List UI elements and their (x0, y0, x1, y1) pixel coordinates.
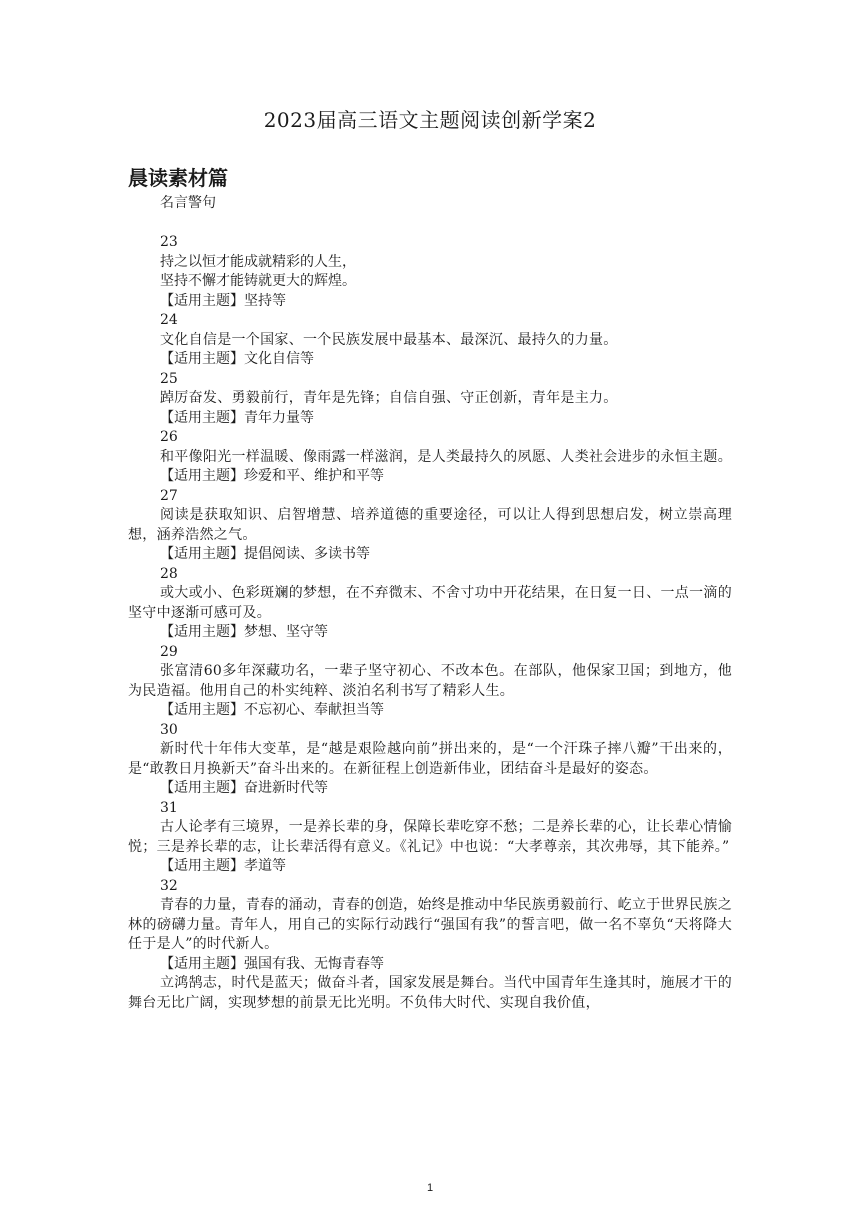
quote-item-30 (128, 721, 732, 799)
quote-item-27 (128, 487, 732, 565)
quote-topic: 【适用主题】坚持等 (160, 292, 286, 309)
quote-topic: 【适用主题】奋进新时代等 (160, 780, 328, 796)
quote-item-26 (128, 428, 732, 487)
quote-text: 或大或小、色彩斑斓的梦想，在不弃微末、不舍寸功中开花结果，在日复一日、一点一滴的坚守中逐渐可感可及。 (128, 585, 732, 621)
quote-item-24 (128, 311, 732, 370)
quote-topic: 【适用主题】文化自信等 (160, 351, 314, 367)
quote-topic: 【适用主题】提倡阅读、多读书等 (160, 546, 370, 562)
quote-number: 26 (160, 429, 178, 445)
quote-item-33 (128, 974, 732, 1013)
quote-text: 张富清60多年深藏功名，一辈子坚守初心、不改本色。在部队，他保家卫国；到地方，他为民造福。他用自己的朴实纯粹、淡泊名利书写了精彩人生。 (128, 663, 732, 699)
quote-topic: 【适用主题】青年力量等 (160, 409, 314, 426)
quote-number: 28 (160, 565, 178, 582)
quote-text: 和平像阳光一样温暖、像雨露一样滋润，是人类最持久的夙愿、人类社会进步的永恒主题。 (160, 448, 732, 465)
quote-item-31 (128, 799, 732, 877)
quote-item-28 (128, 565, 732, 643)
quote-line: 持之以恒才能成就精彩的人生， (160, 253, 356, 270)
quote-number: 31 (160, 799, 178, 816)
page-number: 1 (426, 1182, 434, 1194)
quote-number: 29 (160, 643, 178, 660)
quote-number: 24 (160, 312, 178, 328)
quote-item-32 (128, 877, 732, 975)
quote-topic: 【适用主题】梦想、坚守等 (160, 624, 328, 640)
quote-topic: 【适用主题】珍爱和平、维护和平等 (160, 468, 384, 484)
quote-line: 坚持不懈才能铸就更大的辉煌。 (160, 273, 356, 289)
quote-item-25 (128, 370, 732, 429)
quote-text: 文化自信是一个国家、一个民族发展中最基本、最深沉、最持久的力量。 (160, 331, 618, 348)
quote-number: 25 (160, 370, 178, 387)
quote-list (128, 233, 732, 1013)
document-title: 2023届高三语文主题阅读创新学案2 (263, 108, 597, 132)
quote-number: 23 (160, 234, 178, 250)
quote-topic: 【适用主题】强国有我、无悔青春等 (160, 955, 384, 972)
subsection-heading: 名言警句 (160, 195, 216, 211)
quote-number: 32 (160, 877, 178, 894)
quote-text: 新时代十年伟大变革，是“越是艰险越向前”拼出来的，是“一个汗珠子摔八瓣”干出来的，是“敢教日月换新天”奋斗出来的。在新征程上创造新伟业，团结奋斗是最好的姿态。 (128, 741, 732, 777)
quote-text: 踔厉奋发、勇毅前行，青年是先锋；自信自强、守正创新，青年是主力。 (160, 390, 618, 406)
quote-topic: 【适用主题】孝道等 (160, 858, 286, 874)
quote-number: 30 (160, 721, 178, 738)
section-heading: 晨读素材篇 (128, 166, 228, 190)
quote-text: 立鸿鹄志，时代是蓝天；做奋斗者，国家发展是舞台。当代中国青年生逢其时，施展才干的舞台无比广阔，实现梦想的前景无比光明。不负伟大时代、实现自我价值， (128, 975, 732, 1011)
quote-text: 青春的力量，青春的涌动，青春的创造，始终是推动中华民族勇毅前行、屹立于世界民族之林的磅礴力量。青年人，用自己的实际行动践行“强国有我”的誓言吧，做一名不辜负“天将降大任于是人”的时代新人。 (128, 897, 732, 952)
quote-topic: 【适用主题】不忘初心、奉献担当等 (160, 702, 384, 718)
quote-item-29 (128, 643, 732, 721)
quote-text: 阅读是获取知识、启智增慧、培养道德的重要途径，可以让人得到思想启发，树立崇高理想，涵养浩然之气。 (128, 507, 732, 543)
quote-text: 古人论孝有三境界，一是养长辈的身，保障长辈吃穿不愁；二是养长辈的心，让长辈心情愉悦；三是养长辈的志，让长辈活得有意义。《礼记》中也说：“大孝尊亲，其次弗辱，其下能养。” (128, 819, 732, 855)
quote-number: 27 (160, 487, 178, 504)
quote-item-23 (128, 233, 732, 311)
